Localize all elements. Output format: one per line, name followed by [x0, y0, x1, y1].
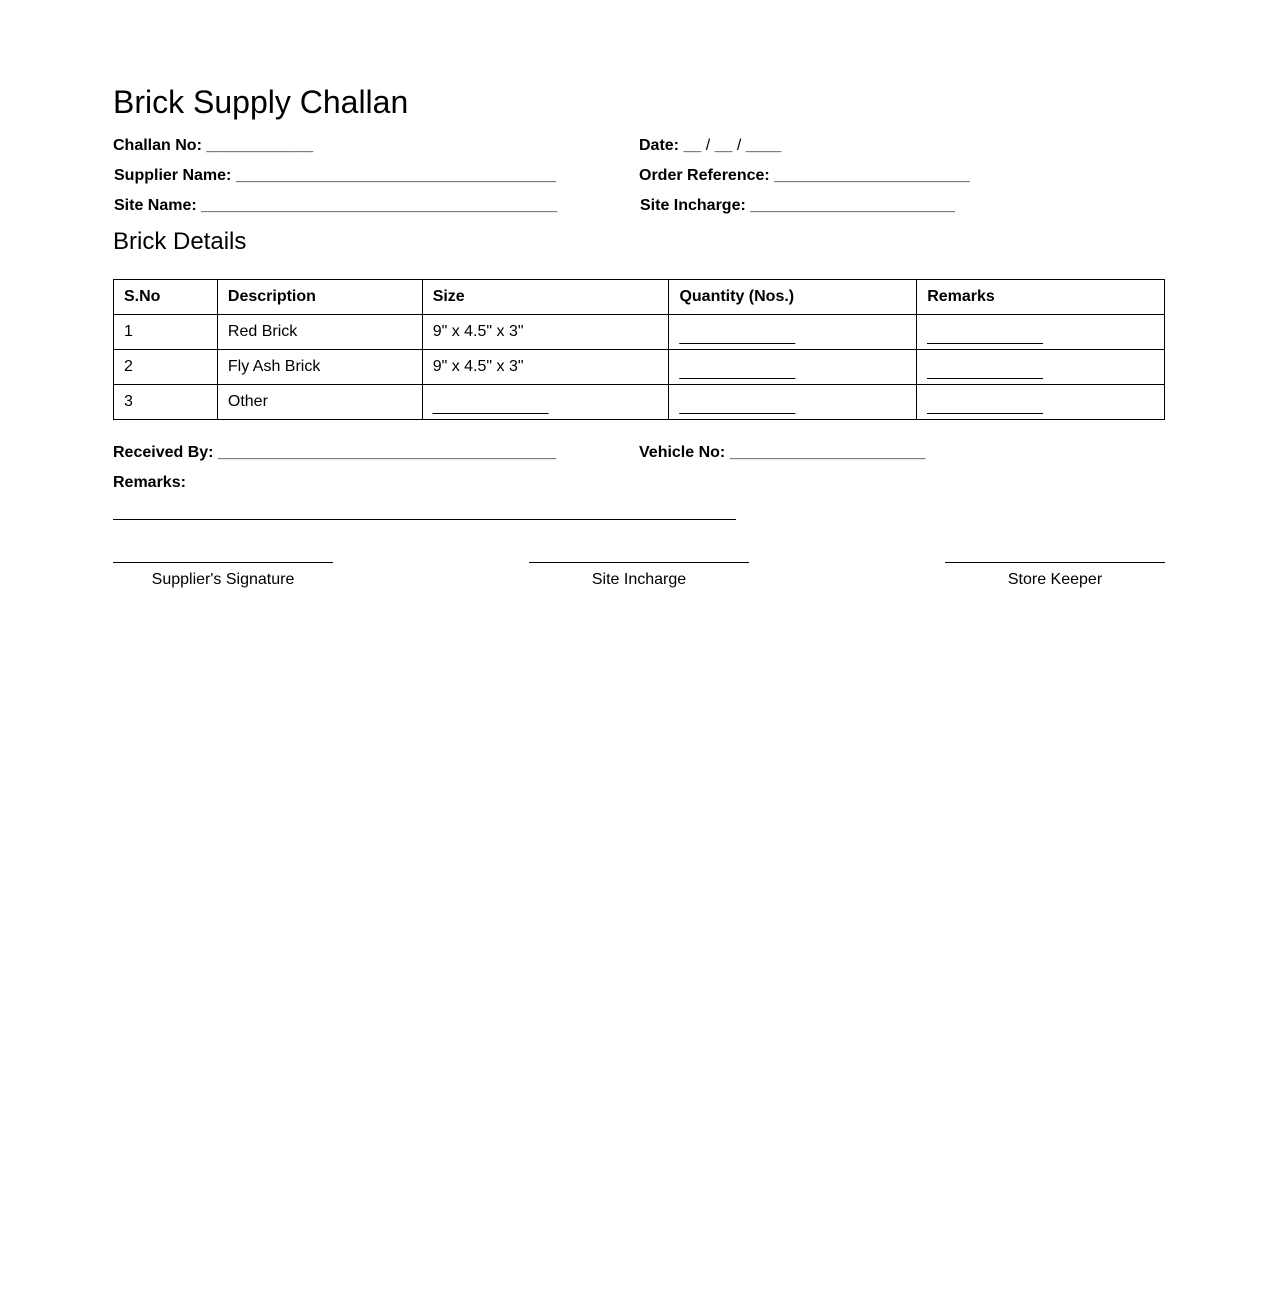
remarks-blank[interactable]: _____________: [927, 363, 1043, 380]
remarks-blank[interactable]: _____________: [927, 328, 1043, 345]
date-field[interactable]: [639, 136, 781, 156]
cell-size[interactable]: [422, 385, 669, 420]
signature-block-supplier: [113, 562, 333, 590]
column-header-quantity: Quantity (Nos.): [669, 280, 917, 315]
cell-remarks[interactable]: [917, 315, 1165, 350]
cell-description: Red Brick: [217, 315, 422, 350]
signature-block-site-incharge: [529, 562, 749, 590]
remarks-blank[interactable]: _____________: [927, 398, 1043, 415]
cell-sno: 1: [114, 315, 218, 350]
table-row: [114, 315, 1165, 350]
supplier-name-field[interactable]: [114, 166, 556, 186]
challan-no-blank[interactable]: ____________: [206, 137, 314, 154]
cell-remarks[interactable]: [917, 350, 1165, 385]
site-incharge-field[interactable]: [640, 196, 955, 216]
table-row: [114, 350, 1165, 385]
signature-label: Site Incharge: [591, 571, 687, 588]
cell-description: Other: [217, 385, 422, 420]
date-month-blank[interactable]: __: [714, 137, 733, 154]
remarks-input-line[interactable]: [113, 519, 736, 520]
table-header-row: [114, 280, 1165, 315]
signature-block-store-keeper: [945, 562, 1165, 590]
order-reference-field[interactable]: [639, 166, 970, 186]
supplier-name-blank[interactable]: ____________________________________: [235, 167, 557, 184]
cell-sno: 3: [114, 385, 218, 420]
remarks-label: Remarks:: [113, 474, 186, 491]
quantity-blank[interactable]: _____________: [679, 398, 796, 415]
cell-quantity[interactable]: [669, 350, 917, 385]
order-reference-label: Order Reference:: [639, 167, 770, 184]
cell-quantity[interactable]: [669, 385, 917, 420]
size-blank[interactable]: _____________: [432, 398, 549, 415]
signature-line[interactable]: [113, 562, 333, 563]
date-day-blank[interactable]: __: [683, 137, 702, 154]
challan-no-field[interactable]: [113, 136, 313, 156]
cell-size: 9" x 4.5" x 3": [422, 350, 669, 385]
quantity-blank[interactable]: _____________: [679, 328, 796, 345]
site-name-blank[interactable]: ________________________________________: [201, 197, 558, 214]
table-row: [114, 385, 1165, 420]
document-title: Brick Supply Challan: [113, 84, 409, 120]
column-header-description: Description: [217, 280, 422, 315]
column-header-sno: S.No: [114, 280, 218, 315]
order-reference-blank[interactable]: ______________________: [774, 167, 970, 184]
date-label: Date:: [639, 137, 680, 154]
remarks-field: [113, 473, 186, 493]
vehicle-no-field[interactable]: [639, 443, 925, 463]
cell-quantity[interactable]: [669, 315, 917, 350]
date-year-blank[interactable]: ____: [745, 137, 782, 154]
received-by-label: Received By:: [113, 444, 214, 461]
vehicle-no-label: Vehicle No:: [639, 444, 726, 461]
received-by-blank[interactable]: ______________________________________: [217, 444, 557, 461]
cell-description: Fly Ash Brick: [217, 350, 422, 385]
signature-line[interactable]: [945, 562, 1165, 563]
section-title-brick-details: Brick Details: [113, 228, 247, 255]
site-incharge-blank[interactable]: _______________________: [750, 197, 955, 214]
site-name-label: Site Name:: [114, 197, 197, 214]
cell-size: 9" x 4.5" x 3": [422, 315, 669, 350]
cell-remarks[interactable]: [917, 385, 1165, 420]
cell-sno: 2: [114, 350, 218, 385]
site-name-field[interactable]: [114, 196, 557, 216]
date-separator: /: [705, 137, 711, 154]
column-header-size: Size: [422, 280, 669, 315]
quantity-blank[interactable]: _____________: [679, 363, 796, 380]
site-incharge-label: Site Incharge:: [640, 197, 746, 214]
challan-no-label: Challan No:: [113, 137, 202, 154]
supplier-name-label: Supplier Name:: [114, 167, 232, 184]
vehicle-no-blank[interactable]: ______________________: [729, 444, 926, 461]
date-separator: /: [736, 137, 742, 154]
received-by-field[interactable]: [113, 443, 556, 463]
signature-label: Supplier's Signature: [151, 571, 295, 588]
signature-line[interactable]: [529, 562, 749, 563]
signature-label: Store Keeper: [1007, 571, 1103, 588]
brick-details-table: [113, 279, 1165, 420]
column-header-remarks: Remarks: [917, 280, 1165, 315]
